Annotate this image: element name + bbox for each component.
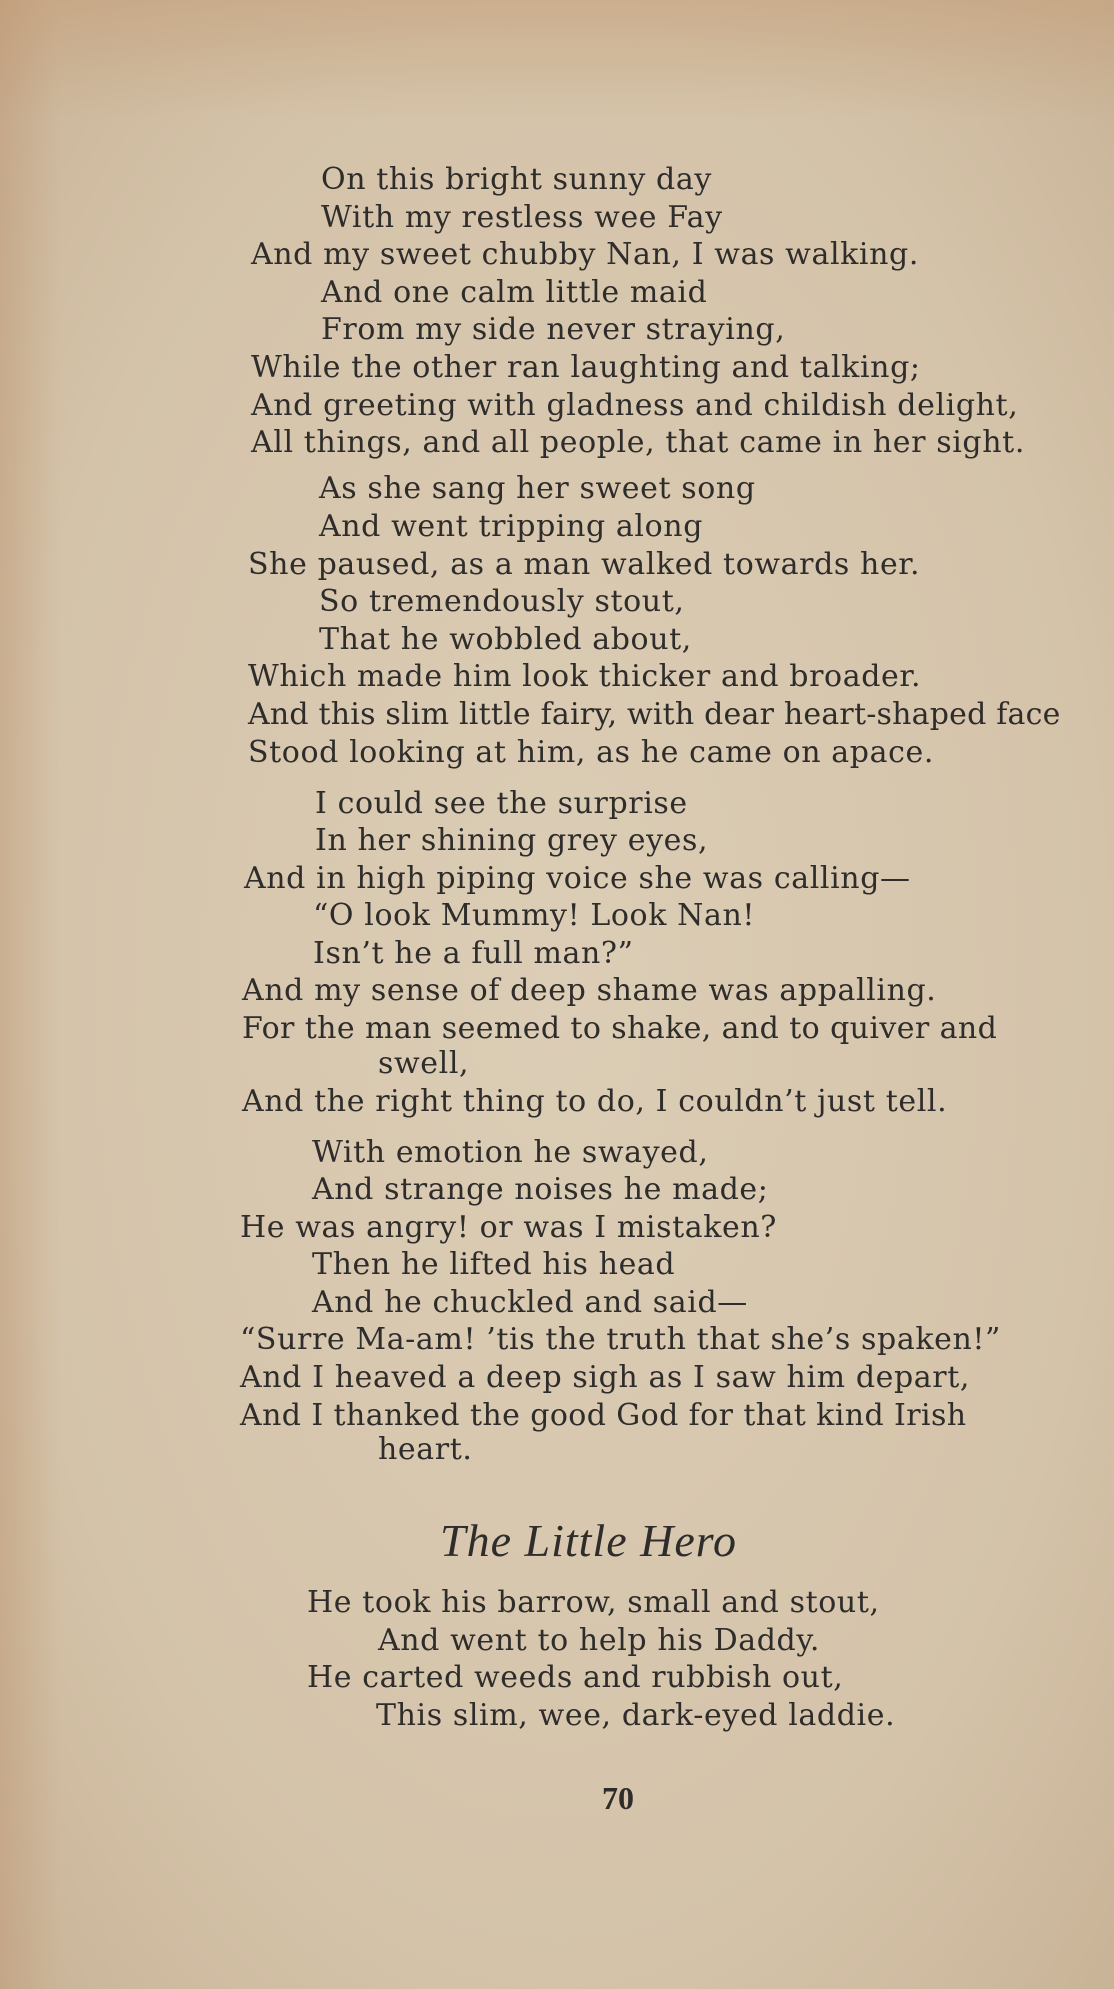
- poem-line: On this bright sunny day: [321, 162, 712, 197]
- poem-line: She paused, as a man walked towards her.: [248, 547, 921, 582]
- poem-line: He was angry! or was I mistaken?: [240, 1210, 777, 1245]
- poem-line: He carted weeds and rubbish out,: [307, 1660, 844, 1695]
- poem-line: And I thanked the good God for that kind Irish: [240, 1398, 967, 1433]
- poem-line: In her shining grey eyes,: [315, 823, 709, 858]
- poem-line: For the man seemed to shake, and to quiver and: [242, 1011, 998, 1046]
- poem-line: And went tripping along: [319, 509, 703, 544]
- poem-line: Isn’t he a full man?”: [313, 936, 634, 971]
- poem-line: And my sweet chubby Nan, I was walking.: [251, 237, 919, 272]
- poem-line: While the other ran laughting and talking;: [251, 350, 921, 385]
- poem-line: All things, and all people, that came in her sight.: [251, 425, 1025, 460]
- poem-title: The Little Hero: [440, 1515, 737, 1566]
- poem-line: That he wobbled about,: [319, 622, 692, 657]
- poem-line: swell,: [378, 1046, 470, 1081]
- poem-line: I could see the surprise: [315, 786, 688, 821]
- poem-line: And I heaved a deep sigh as I saw him depart,: [240, 1360, 971, 1395]
- poem-line: And my sense of deep shame was appalling.: [242, 973, 937, 1008]
- poem-line: “O look Mummy! Look Nan!: [313, 898, 756, 933]
- poem-line: “Surre Ma-am! ’tis the truth that she’s spaken!”: [240, 1322, 1001, 1357]
- poem-line: And the right thing to do, I couldn’t just tell.: [242, 1084, 948, 1119]
- page-number: 70: [602, 1780, 634, 1816]
- poem-line: And he chuckled and said—: [312, 1285, 748, 1320]
- poem-line: heart.: [378, 1432, 473, 1467]
- poem-line: This slim, wee, dark-eyed laddie.: [376, 1698, 896, 1733]
- poem-line: From my side never straying,: [321, 312, 786, 347]
- poem-line: Then he lifted his head: [312, 1247, 676, 1282]
- poem-line: He took his barrow, small and stout,: [307, 1585, 880, 1620]
- poem-line: With my restless wee Fay: [321, 200, 723, 235]
- poem-line: And in high piping voice she was calling—: [244, 861, 911, 896]
- poem-line: Stood looking at him, as he came on apace.: [248, 735, 934, 770]
- poem-line: And this slim little fairy, with dear heart-shaped face: [248, 697, 1061, 732]
- poem-line: With emotion he swayed,: [312, 1135, 709, 1170]
- poem-line: As she sang her sweet song: [319, 471, 756, 506]
- poem-line: And strange noises he made;: [312, 1172, 769, 1207]
- poem-line: And one calm little maid: [321, 275, 708, 310]
- poem-line: And went to help his Daddy.: [378, 1623, 821, 1658]
- poem-line: Which made him look thicker and broader.: [248, 659, 922, 694]
- poem-line: And greeting with gladness and childish delight,: [251, 388, 1019, 423]
- poem-line: So tremendously stout,: [319, 584, 685, 619]
